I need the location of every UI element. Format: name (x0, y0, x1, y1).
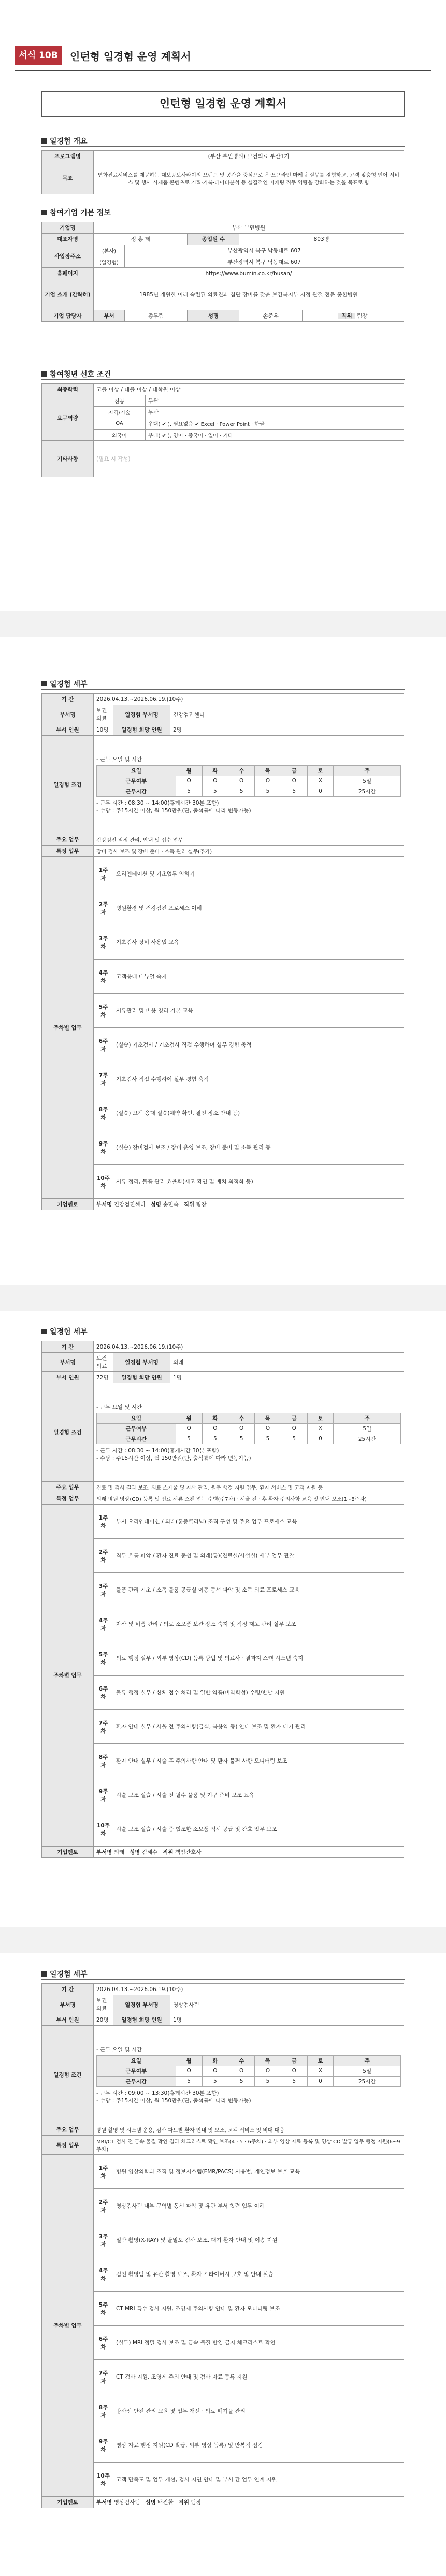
week-task: 고객 만족도 및 업무 개선, 검사 지연 안내 및 부서 간 업무 연계 지원 (113, 2463, 404, 2497)
week-label: 1주차 (94, 1505, 113, 1539)
page-gap (0, 611, 446, 637)
week-label: 6주차 (94, 2326, 113, 2360)
preference-table: 최종학력 고졸 이상 / 대졸 이상 / 대학원 이상 요구역량 전공 무관 자격/기술 무관 OA 우대( ✔ ), 필요없음 ✔ Excel · Power Point · 한글 외국어 우대( ✔ ), 영어 · 중국어 · 일어 · 기타 기타사항 (필요 시 작성) (41, 383, 404, 477)
week-task: 병원 영상의학과 조직 및 정보시스템(EMR/PACS) 사용법, 개인정보 보호 교육 (113, 2155, 404, 2189)
week-label: 1주차 (94, 2155, 113, 2189)
week-task: 병원환경 및 건강검진 프로세스 이해 (113, 891, 404, 925)
page-gap (0, 1285, 446, 1311)
week-task: 환자 안내 실무 / 서울 전 주의사항(금식, 복용약 등) 안내 보조 및 환자 대기 관리 (113, 1710, 404, 1744)
detail-section-title: 일경험 세부 (41, 679, 88, 689)
detail-section-title: 일경험 세부 (41, 1969, 88, 1979)
week-label: 9주차 (94, 1130, 113, 1165)
overview-table: 프로그램명 (부산 부민병원) 보건의료 부산1기 목표 연화진료서비스를 제공하는 대보공보사라이의 브랜드 및 공간을 중심으로 운·오프라인 마케팅 실무를 경험하고, 고객 맞춤형 언어 서비스 및 행사 시제품 콘텐츠로 기획·기록·데이터분석 등 실질적인 마케팅 직무 역량을 강화하는 것을 목표로 함 (41, 150, 404, 194)
week-label: 2주차 (94, 1539, 113, 1573)
week-task: 시술 보조 실습 / 시술 중 협조한 소모품 적시 공급 및 간호 업무 보조 (113, 1812, 404, 1847)
week-label: 8주차 (94, 2394, 113, 2428)
doc-title: 인턴형 일경험 운영 계획서 (41, 91, 405, 117)
homepage-link[interactable]: https://www.bumin.co.kr/busan/ (94, 268, 404, 279)
week-label: 9주차 (94, 1778, 113, 1812)
week-label: 5주차 (94, 994, 113, 1028)
week-label: 8주차 (94, 1096, 113, 1130)
week-task: 물류 행정 실무 / 신체 접수 처리 및 일반 약품(비약학성) 수령/반납 지원 (113, 1676, 404, 1710)
week-label: 5주차 (94, 1641, 113, 1676)
week-task: 물품 관리 기초 / 소독 물품 공급실 이동 동선 파악 및 소독 의료 프로세스 교육 (113, 1573, 404, 1607)
week-label: 4주차 (94, 2257, 113, 2292)
detail-table: 기 간 2026.04.13.~2026.06.19.(10주) 부서명 보건의료 일경험 부서명 외래 부서 인원 72명 일경험 희망 인원 1명 일경험 조건 - 근무 요일 및 시간 요일 월 화 수 목 금 토 주 근무여부 O O O O O X 5일 근무시간 5 5 5 5 5 0 25시간 - 근무 시간 : 08:30 ~ 14:00(휴게시간 30분 포함) - 수당 : 주15시간 이상, 월 150만원(단, 출석률에 따라 변동가능) 주요 업무 진료 및 검사 결과 보조, 의료 스케줄 및 자산 관리, 원무 행정 지원 업무, 환자 서비스 및 고객 지원 등 특정 업무 외래 병원 영상(CD) 등록 및 진료 서류 스캔 업무 수행(주7차) · 서울 전 · 후 환자 주의사항 교육 및 안내 보조(1~8주차) 주차별 업무 1주차 부서 오리엔테이션 / 외래(통증클리닉) 조직 구성 및 주요 업무 프로세스 교육 2주차 직무 흐름 파악 / 환자 진료 동선 및 외래(통)(진료실/사설실) 세부 업무 관찰 3주차 물품 관리 기초 / 소독 물품 공급실 이동 동선 파악 및 소독 의료 프로세스 교육 4주차 자산 및 비품 관리 / 의료 소모품 보관 장소 숙지 및 적정 재고 관리 실무 보조 5주차 의료 행정 실무 / 외부 영상(CD) 등록 방법 및 의료사 · 결과지 스캔 시스템 숙지 6주차 물류 행정 실무 / 신체 접수 처리 및 일반 약품(비약학성) 수령/반납 지원 7주차 환자 안내 실무 / 서울 전 주의사항(금식, 복용약 등) 안내 보조 및 환자 대기 관리 8주차 환자 안내 실무 / 시술 후 주의사항 안내 및 환자 불편 사항 모니터링 보조 9주차 시술 보조 실습 / 시술 전 필수 물품 및 기구 준비 보조 교육 10주차 시술 보조 실습 / 시술 중 협조한 소모품 적시 공급 및 간호 업무 보조 기업멘토 부서명 외래 성명 김해수 직위 책임간호사 (41, 1341, 404, 1858)
section-company-title: 참여기업 기본 정보 (41, 207, 111, 218)
week-task: 부서 오리엔테이션 / 외래(통증클리닉) 조직 구성 및 주요 업무 프로세스 교육 (113, 1505, 404, 1539)
week-task: 영상검사팀 내부 구역별 동선 파악 및 유관 부서 협력 업무 이해 (113, 2189, 404, 2223)
week-label: 1주차 (94, 857, 113, 891)
page-gap (0, 1927, 446, 1953)
week-task: CT MRI 특수 검사 지원, 조영제 주의사항 안내 및 환자 모니터링 보조 (113, 2292, 404, 2326)
header-divider (15, 70, 431, 71)
week-task: 의료 행정 실무 / 외부 영상(CD) 등록 방법 및 의료사 · 결과지 스캔 시스템 숙지 (113, 1641, 404, 1676)
section-preference-title: 참여청년 선호 조건 (41, 369, 111, 379)
week-label: 10주차 (94, 2463, 113, 2497)
week-task: 검진 촬영팀 및 유관 촬영 보조, 환자 프라이버시 보호 및 안내 실습 (113, 2257, 404, 2292)
week-label: 6주차 (94, 1676, 113, 1710)
week-task: (실무) MRI 정밀 검사 보조 및 금속 물질 반입 금지 체크리스트 확인 (113, 2326, 404, 2360)
week-task: (실습) 고객 응대 실습(예약 확인, 결진 장소 안내 등) (113, 1096, 404, 1130)
week-label: 4주차 (94, 1607, 113, 1641)
week-label: 3주차 (94, 925, 113, 960)
week-task: 서류관리 및 비용 청리 기본 교육 (113, 994, 404, 1028)
week-task: 자산 및 비품 관리 / 의료 소모품 보관 장소 숙지 및 적정 재고 관리 실무 보조 (113, 1607, 404, 1641)
week-task: 고객응대 매뉴얼 숙지 (113, 960, 404, 994)
week-task: 직무 흐름 파악 / 환자 진료 동선 및 외래(통)(진료실/사설실) 세부 업무 관찰 (113, 1539, 404, 1573)
week-task: 일반 촬영(X-RAY) 및 골밀도 검사 보조, 대기 환자 안내 및 이송 지원 (113, 2223, 404, 2257)
week-label: 8주차 (94, 1744, 113, 1778)
week-label: 5주차 (94, 2292, 113, 2326)
form-badge: 서식 10B (15, 46, 62, 65)
week-task: 기초검사 장비 사용법 교육 (113, 925, 404, 960)
week-label: 10주차 (94, 1165, 113, 1199)
week-task: 오리엔테이션 및 기초업무 익히기 (113, 857, 404, 891)
week-label: 2주차 (94, 2189, 113, 2223)
week-task: 시술 보조 실습 / 시술 전 필수 물품 및 기구 준비 보조 교육 (113, 1778, 404, 1812)
week-task: 기초검사 직접 수행하여 실무 경험 축적 (113, 1062, 404, 1096)
week-task: (실습) 기초검사 / 기초검사 직접 수행하여 실무 경험 축적 (113, 1028, 404, 1062)
week-label: 2주차 (94, 891, 113, 925)
section-overview-title: 일경험 개요 (41, 136, 88, 146)
week-label: 7주차 (94, 1710, 113, 1744)
week-label: 3주차 (94, 2223, 113, 2257)
week-task: 방사선 안전 관리 교육 및 업무 개선 · 의료 폐기물 관리 (113, 2394, 404, 2428)
week-task: 환자 안내 실무 / 시술 후 주의사항 안내 및 환자 불편 사항 모니터링 보조 (113, 1744, 404, 1778)
week-task: CT 검사 지원, 조영제 주의 안내 및 검사 자료 등록 지원 (113, 2360, 404, 2394)
week-task: 영상 자료 행정 지원(CD 발급, 외부 영상 등록) 및 반복적 점검 (113, 2428, 404, 2463)
week-task: (실습) 장비검사 보조 / 장비 운영 보조, 장비 준비 및 소독 관리 등 (113, 1130, 404, 1165)
week-label: 3주차 (94, 1573, 113, 1607)
week-label: 7주차 (94, 1062, 113, 1096)
page-header (0, 0, 446, 80)
week-label: 10주차 (94, 1812, 113, 1847)
company-table: 기업명 부산 부민병원 대표자명 정 홍 태 종업원 수 803명 사업장주소 (본사) 부산광역시 북구 낙동대로 607 (일경험) 부산광역시 북구 낙동대로 607 홈페이지 https://www.bumin.co.kr/busan/ 기업 소개 (간략히) 1985년 개원한 이래 숙련된 의료진과 첨단 장비를 갖춘 보건복지부 지정 관절 전문 종합병원 기업 담당자 부서 총무팀 성명 손준우 직위 팀장 (41, 222, 404, 322)
form-title: 인턴형 일경험 운영 계획서 (70, 50, 191, 63)
week-label: 4주차 (94, 960, 113, 994)
week-label: 7주차 (94, 2360, 113, 2394)
detail-table: 기 간 2026.04.13.~2026.06.19.(10주) 부서명 보건의료 일경험 부서명 영상검사팀 부서 인원 20명 일경험 희망 인원 1명 일경험 조건 - 근무 요일 및 시간 요일 월 화 수 목 금 토 주 근무여부 O O O O O X 5일 근무시간 5 5 5 5 5 0 25시간 - 근무 시간 : 09:00 ~ 13:30(휴게시간 30분 포함) - 수당 : 주15시간 이상, 월 150만원(단, 출석률에 따라 변동가능) 주요 업무 병원 촬영 및 시스템 운용, 검사 파트별 환자 안내 및 보조, 고객 서비스 및 비대 대응 특정 업무 MRI/CT 검사 전 금속 물질 확인 결과 체크리스트 확인 보조(4 · 5 · 6주차) · 외부 영상 자료 등록 및 영상 CD 발급 업무 행정 지원(6~9주차) 주차별 업무 1주차 병원 영상의학과 조직 및 정보시스템(EMR/PACS) 사용법, 개인정보 보호 교육 2주차 영상검사팀 내부 구역별 동선 파악 및 유관 부서 협력 업무 이해 3주차 일반 촬영(X-RAY) 및 골밀도 검사 보조, 대기 환자 안내 및 이송 지원 4주차 검진 촬영팀 및 유관 촬영 보조, 환자 프라이버시 보호 및 안내 실습 5주차 CT MRI 특수 검사 지원, 조영제 주의사항 안내 및 환자 모니터링 보조 6주차 (실무) MRI 정밀 검사 보조 및 금속 물질 반입 금지 체크리스트 확인 7주차 CT 검사 지원, 조영제 주의 안내 및 검사 자료 등록 지원 8주차 방사선 안전 관리 교육 및 업무 개선 · 의료 폐기물 관리 9주차 영상 자료 행정 지원(CD 발급, 외부 영상 등록) 및 반복적 점검 10주차 고객 만족도 및 업무 개선, 검사 지연 안내 및 부서 간 업무 연계 지원 기업멘토 부서명 영상검사팀 성명 배진환 직위 팀장 (41, 1983, 404, 2508)
week-label: 6주차 (94, 1028, 113, 1062)
week-task: 서류 정리, 물품 관리 효율화(재고 확인 및 배치 최적화 등) (113, 1165, 404, 1199)
detail-section-title: 일경험 세부 (41, 1326, 88, 1337)
detail-table: 기 간 2026.04.13.~2026.06.19.(10주) 부서명 보건의료 일경험 부서명 건강검진센터 부서 인원 10명 일경험 희망 인원 2명 일경험 조건 - 근무 요일 및 시간 요일 월 화 수 목 금 토 주 근무여부 O O O O O X 5일 근무시간 5 5 5 5 5 0 25시간 - 근무 시간 : 08:30 ~ 14:00(휴게시간 30분 포함) - 수당 : 주15시간 이상, 월 150만원(단, 출석률에 따라 변동가능) 주요 업무 건강검진 일정 관리, 안내 및 접수 업무 특정 업무 장비 검사 보조 및 장비 준비 · 소독 관리 실무(추가) 주차별 업무 1주차 오리엔테이션 및 기초업무 익히기 2주차 병원환경 및 건강검진 프로세스 이해 3주차 기초검사 장비 사용법 교육 4주차 고객응대 매뉴얼 숙지 5주차 서류관리 및 비용 청리 기본 교육 6주차 (실습) 기초검사 / 기초검사 직접 수행하여 실무 경험 축적 7주차 기초검사 직접 수행하여 실무 경험 축적 8주차 (실습) 고객 응대 실습(예약 확인, 결진 장소 안내 등) 9주차 (실습) 장비검사 보조 / 장비 운영 보조, 장비 준비 및 소독 관리 등 10주차 서류 정리, 물품 관리 효율화(재고 확인 및 배치 최적화 등) 기업멘토 부서명 건강검진센터 성명 송민숙 직위 팀장 (41, 693, 404, 1210)
week-label: 9주차 (94, 2428, 113, 2463)
